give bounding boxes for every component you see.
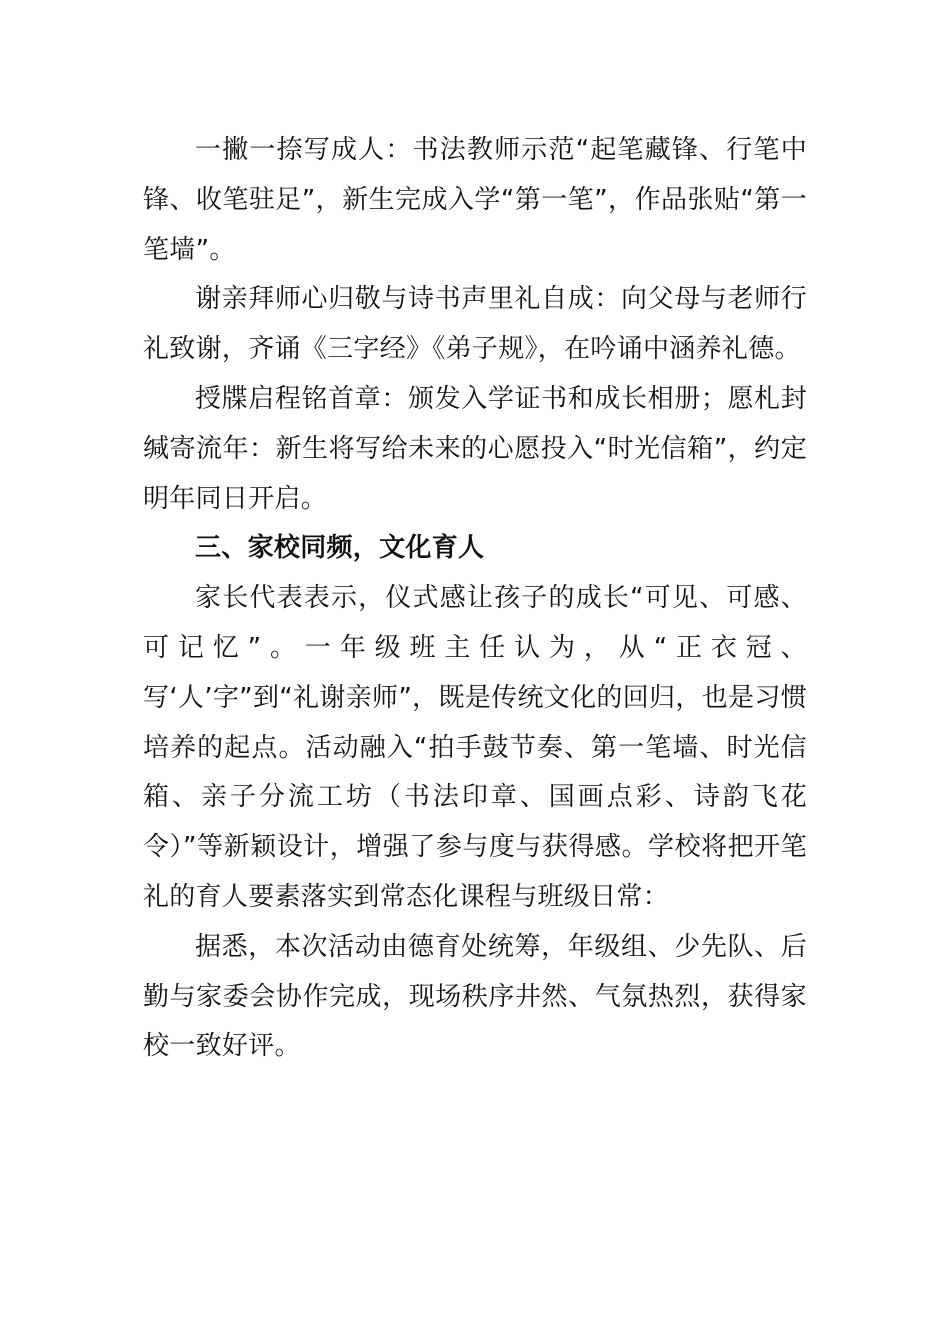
paragraph-first-stroke: 一撇一捺写成人：书法教师示范“起笔藏锋、行笔中锋、收笔驻足”，新生完成入学“第一笔”，作品张贴“第一笔墙”。	[143, 135, 807, 265]
paragraph-summary: 据悉，本次活动由德育处统筹，年级组、少先队、后勤与家委会协作完成，现场秩序井然、气氛热烈，获得家校一致好评。	[143, 931, 807, 1062]
paragraph-thank-teachers: 谢亲拜师心归敬与诗书声里礼自成：向父母与老师行礼致谢，齐诵《三字经》《弟子规》，在吟诵中涵养礼德。	[143, 284, 807, 365]
section-heading: 三、家校同频，文化育人	[195, 533, 485, 564]
document-page	[143, 126, 807, 1072]
paragraph-certificate: 授牒启程铭首章：颁发入学证书和成长相册；愿札封缄寄流年：新生将写给未来的心愿投入“时光信箱”，约定明年同日开启。	[143, 383, 807, 514]
paragraph-parents-feedback: 家长代表表示，仪式感让孩子的成长“可见、可感、可记忆”。一年级班主任认为，从“正衣冠、写‘人’字”到“礼谢亲师”，既是传统文化的回归，也是习惯培养的起点。活动融入“拍手鼓节奏、第一笔墙、时光信箱、亲子分流工坊（书法印章、国画点彩、诗韵飞花令）”等新颖设计，增强了参与度与获得感。学校将把开笔礼的育人要素落实到常态化课程与班级日常：	[143, 583, 807, 912]
